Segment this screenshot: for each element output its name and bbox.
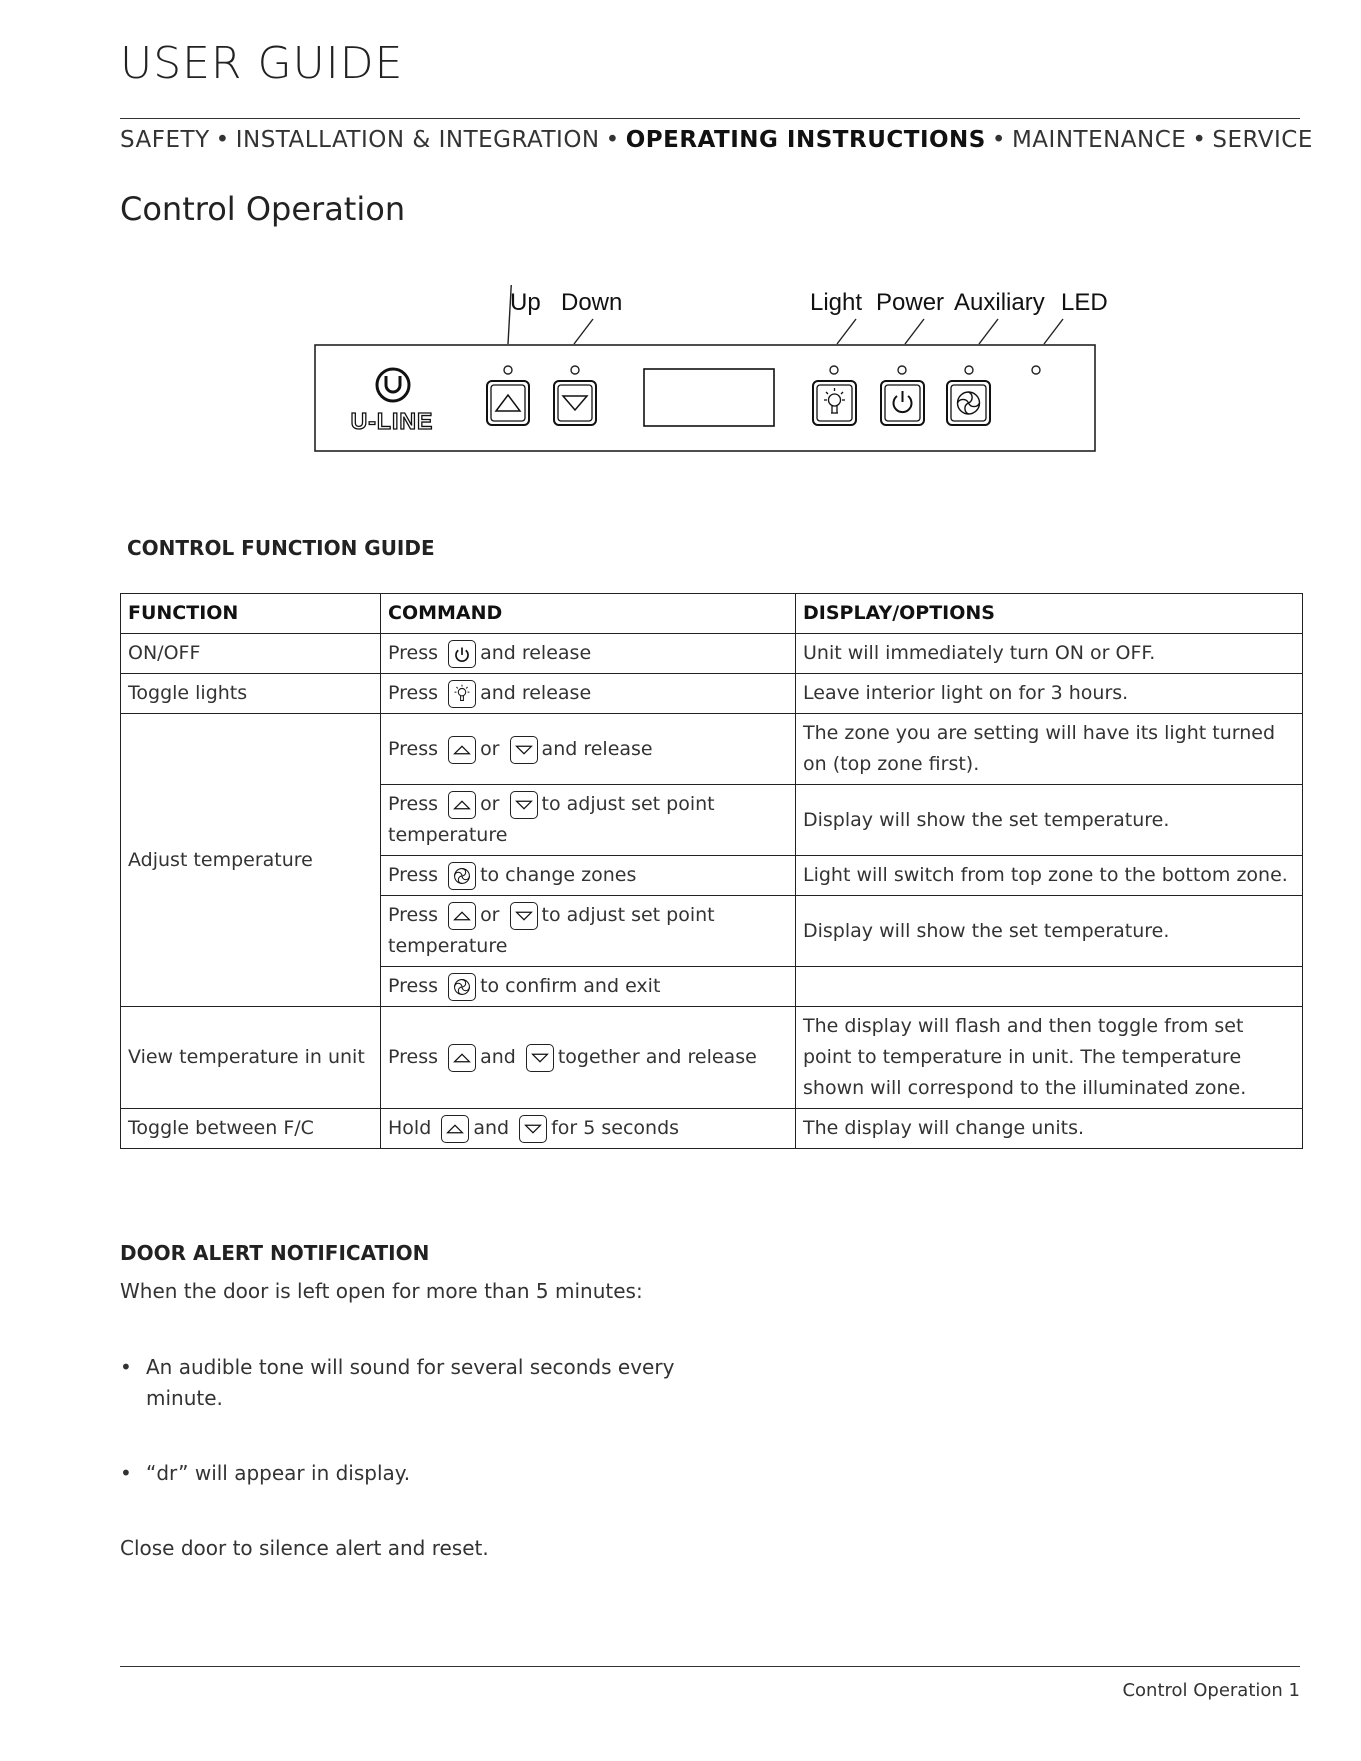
command-cell <box>381 674 796 714</box>
callout-light: Light <box>810 289 863 316</box>
command-text: or <box>480 904 500 926</box>
command-cell <box>381 714 796 785</box>
command-text: and <box>473 1117 510 1139</box>
door-alert-bullet <box>120 1352 680 1414</box>
command-text: Press <box>388 1046 439 1068</box>
command-text: to adjust set point temperature <box>388 793 715 846</box>
command-text: and release <box>480 642 592 664</box>
header-divider <box>120 118 1300 119</box>
bullet-dot: • <box>120 1355 132 1379</box>
up-button <box>487 381 529 425</box>
up-key-icon <box>448 902 476 930</box>
bullet-text: “dr” will appear in display. <box>146 1461 411 1485</box>
callout-down: Down <box>561 289 623 316</box>
indicator-dot-light <box>830 366 838 374</box>
command-text: to confirm and exit <box>480 975 661 997</box>
header-command: COMMAND <box>381 594 796 634</box>
command-text: and <box>480 1046 516 1068</box>
command-text: and release <box>541 737 653 760</box>
callout-power: Power <box>876 289 945 316</box>
footer-divider <box>120 1666 1300 1667</box>
nav-item-operating-instructions: OPERATING INSTRUCTIONS <box>625 127 986 153</box>
nav-separator: • <box>605 127 620 153</box>
power-key-icon <box>448 640 476 668</box>
nav-separator: • <box>1192 127 1207 153</box>
display-options-cell: Unit will immediately turn ON or OFF. <box>796 634 1303 674</box>
nav-item-safety: SAFETY <box>120 127 210 153</box>
command-text: for 5 seconds <box>551 1117 680 1139</box>
auxiliary-key-icon <box>448 862 476 890</box>
u-line-logo <box>351 369 434 434</box>
down-key-icon <box>510 902 538 930</box>
function-cell: Toggle lights <box>121 674 381 714</box>
indicator-dot-down <box>571 366 579 374</box>
callout-led: LED <box>1061 289 1108 316</box>
command-text: Press <box>388 864 439 886</box>
nav-item-installation: INSTALLATION & INTEGRATION <box>235 127 600 153</box>
auxiliary-button <box>947 381 990 425</box>
nav-separator: • <box>991 127 1006 153</box>
down-key-icon <box>510 736 538 764</box>
auxiliary-swirl-icon <box>958 392 980 414</box>
function-cell: View temperature in unit <box>121 1007 381 1109</box>
document-title: USER GUIDE <box>120 38 404 89</box>
command-text: together and release <box>557 1046 757 1068</box>
down-key-icon <box>526 1044 554 1072</box>
display-options-cell: The display will flash and then toggle from set point to temperature in unit. The temperature shown will correspond to the illuminated zone. <box>796 1007 1303 1109</box>
bullet-dot: • <box>120 1461 132 1485</box>
control-function-table <box>120 593 1303 1149</box>
section-title: Control Operation <box>120 190 406 228</box>
command-text: Press <box>388 737 439 760</box>
command-cell <box>381 896 796 967</box>
command-text: or <box>480 793 500 815</box>
leader-line-down <box>574 319 593 344</box>
light-bulb-icon <box>824 388 845 413</box>
display-options-cell <box>796 967 1303 1007</box>
section-nav <box>120 127 1313 153</box>
indicator-dot-up <box>504 366 512 374</box>
table-row <box>121 674 1303 714</box>
display-window <box>644 369 774 426</box>
command-cell <box>381 967 796 1007</box>
leader-line-auxiliary <box>979 319 998 344</box>
logo-text: U-LINE <box>350 408 434 434</box>
nav-item-maintenance: MAINTENANCE <box>1011 127 1187 153</box>
command-cell <box>381 1007 796 1109</box>
command-text: Press <box>388 682 439 704</box>
callout-auxiliary: Auxiliary <box>954 289 1045 316</box>
down-button <box>554 381 596 425</box>
door-alert-bullet <box>120 1458 680 1489</box>
display-options-cell: The display will change units. <box>796 1109 1303 1149</box>
command-text: and release <box>480 682 592 704</box>
table-row <box>121 714 1303 785</box>
leader-line-led <box>1044 319 1063 344</box>
nav-item-service: SERVICE <box>1212 127 1313 153</box>
leader-line-light <box>837 319 856 344</box>
up-arrow-icon <box>496 395 520 411</box>
command-text: Press <box>388 642 439 664</box>
command-text: to change zones <box>480 864 637 886</box>
led-indicator <box>1032 366 1040 374</box>
function-cell: ON/OFF <box>121 634 381 674</box>
command-text: Press <box>388 793 439 815</box>
light-button <box>813 381 856 425</box>
table-row <box>121 634 1303 674</box>
command-text: or <box>480 737 500 760</box>
page-footer: Control Operation 1 <box>1122 1680 1300 1701</box>
down-key-icon <box>510 791 538 819</box>
door-alert-intro: When the door is left open for more than 5 minutes: <box>120 1279 643 1303</box>
up-key-icon <box>441 1115 469 1143</box>
up-key-icon <box>448 736 476 764</box>
power-button <box>881 381 924 425</box>
command-text: Press <box>388 975 439 997</box>
display-options-cell: Leave interior light on for 3 hours. <box>796 674 1303 714</box>
power-icon <box>894 391 912 412</box>
command-cell <box>381 1109 796 1149</box>
display-options-cell: The zone you are setting will have its light turned on (top zone first). <box>796 714 1303 785</box>
callout-up: Up <box>510 289 541 316</box>
up-key-icon <box>448 1044 476 1072</box>
display-options-cell: Display will show the set temperature. <box>796 896 1303 967</box>
door-alert-closing: Close door to silence alert and reset. <box>120 1536 489 1560</box>
table-row <box>121 1007 1303 1109</box>
command-text: Hold <box>388 1117 432 1139</box>
header-function: FUNCTION <box>121 594 381 634</box>
down-key-icon <box>519 1115 547 1143</box>
command-text: to adjust set point temperature <box>388 904 715 957</box>
leader-line-power <box>905 319 924 344</box>
function-cell: Adjust temperature <box>121 714 381 1007</box>
indicator-dot-auxiliary <box>965 366 973 374</box>
indicator-dot-power <box>898 366 906 374</box>
display-options-cell: Light will switch from top zone to the bottom zone. <box>796 856 1303 896</box>
down-arrow-icon <box>563 396 587 410</box>
header-display-options: DISPLAY/OPTIONS <box>796 594 1303 634</box>
light-key-icon <box>448 680 476 708</box>
up-key-icon <box>448 791 476 819</box>
command-text: Press <box>388 904 439 926</box>
command-cell <box>381 856 796 896</box>
command-cell <box>381 634 796 674</box>
display-options-cell: Display will show the set temperature. <box>796 785 1303 856</box>
control-panel-diagram <box>300 285 1120 465</box>
command-cell <box>381 785 796 856</box>
control-function-guide-title: CONTROL FUNCTION GUIDE <box>127 536 435 560</box>
table-row <box>121 1109 1303 1149</box>
bullet-text: An audible tone will sound for several seconds every minute. <box>146 1355 675 1410</box>
function-cell: Toggle between F/C <box>121 1109 381 1149</box>
door-alert-title: DOOR ALERT NOTIFICATION <box>120 1241 430 1265</box>
nav-separator: • <box>215 127 230 153</box>
auxiliary-key-icon <box>448 973 476 1001</box>
table-header-row <box>121 594 1303 634</box>
